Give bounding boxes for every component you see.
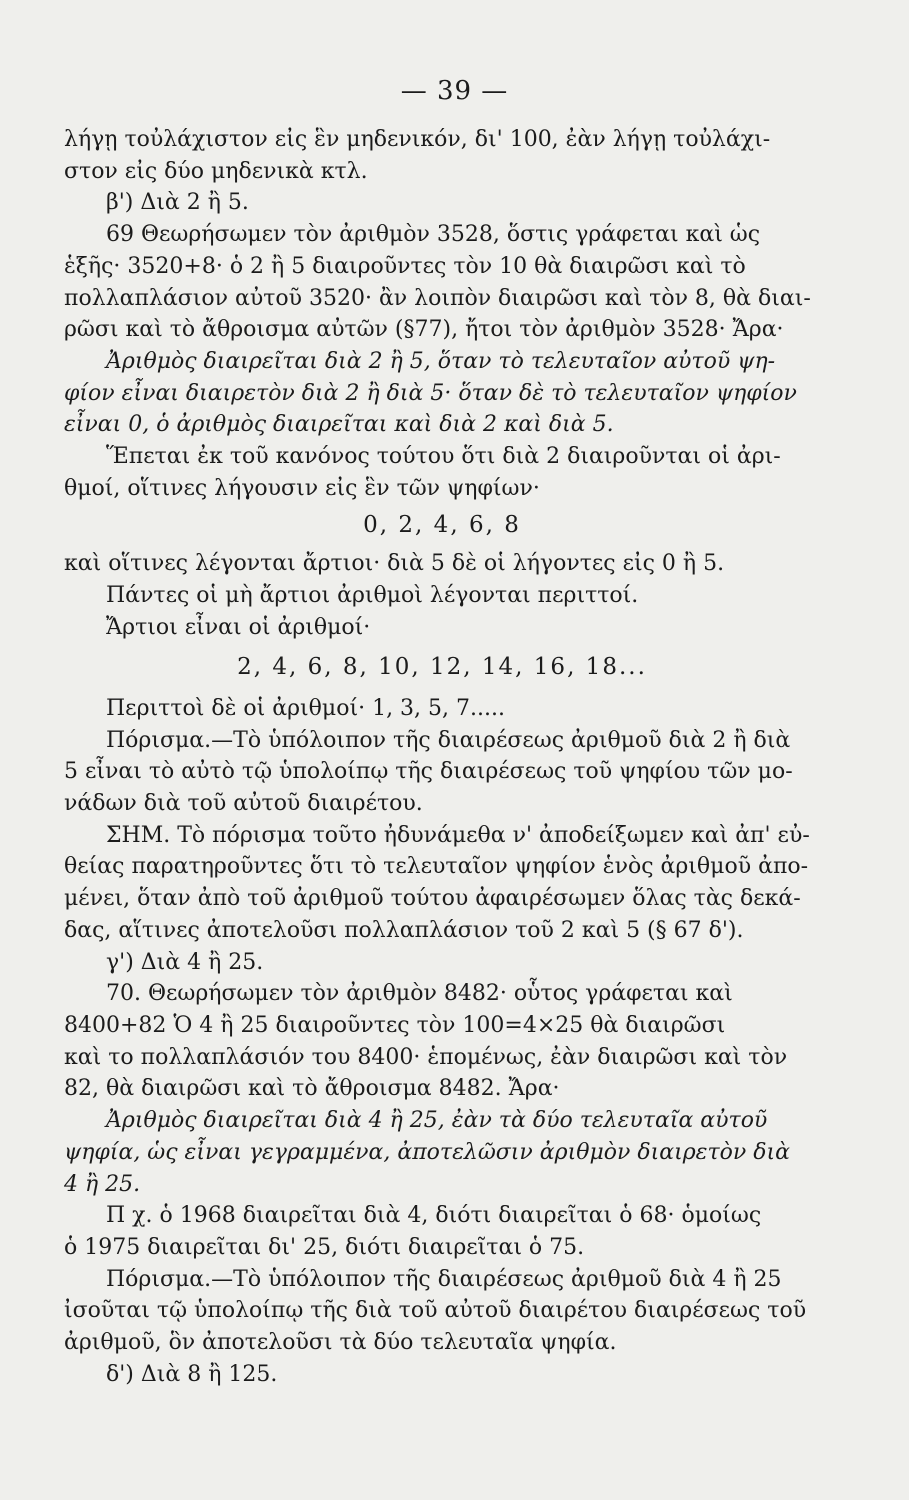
text-line: Π χ. ὁ 1968 διαιρεῖται διὰ 4, διότι διαιρεῖται ὁ 68· ὁμοίως	[106, 1203, 762, 1229]
text-line: θμοί, οἵτινες λήγουσιν εἰς ἓν τῶν ψηφίων·	[64, 475, 540, 501]
rule-line: φίον εἶναι διαιρετὸν διὰ 2 ἢ διὰ 5· ὅταν δὲ τὸ τελευταῖον ψηφίον	[64, 380, 797, 406]
text-line: 82, θὰ διαιρῶσι καὶ τὸ ἄθροισμα 8482. Ἄρα·	[64, 1076, 560, 1102]
text-line: δας, αἵτινες ἀποτελοῦσι πολλαπλάσιον τοῦ 2 καὶ 5 (§ 67 δ').	[64, 917, 744, 943]
page-text	[64, 124, 820, 1390]
text-line: ρῶσι καὶ τὸ ἄθροισμα αὐτῶν (§77), ἤτοι τὸν ἀριθμὸν 3528· Ἄρα·	[64, 317, 784, 343]
text-line: νάδων διὰ τοῦ αὐτοῦ διαιρέτου.	[64, 791, 423, 817]
text-line: καὶ το πολλαπλάσιόν του 8400· ἑπομένως, ἐὰν διαιρῶσι καὶ τὸν	[64, 1044, 788, 1070]
text-line: ὁ 1975 διαιρεῖται δι' 25, διότι διαιρεῖται ὁ 75.	[64, 1234, 585, 1260]
corollary-line: Πόρισμα.—Τὸ ὑπόλοιπον τῆς διαιρέσεως ἀριθμοῦ διὰ 4 ἢ 25	[106, 1266, 782, 1292]
text-line: λήγῃ τοὐλάχιστον εἰς ἓν μηδενικόν, δι' 100, ἐὰν λήγῃ τοὐλάχι-	[64, 127, 771, 152]
page-number: — 39 —	[400, 76, 509, 106]
text-line: ἀριθμοῦ, ὃν ἀποτελοῦσι τὰ δύο τελευταῖα ψηφία.	[64, 1330, 617, 1356]
text-line: Περιττοὶ δὲ οἱ ἀριθμοί· 1, 3, 5, 7.....	[106, 695, 505, 721]
rule-line: 4 ἢ 25.	[64, 1171, 141, 1197]
text-line: μένει, ὅταν ἀπὸ τοῦ ἀριθμοῦ τούτου ἀφαιρέσωμεν ὅλας τὰς δεκά-	[64, 886, 801, 912]
corollary-line: Πόρισμα.—Τὸ ὑπόλοιπον τῆς διαιρέσεως ἀριθμοῦ διὰ 2 ἢ διὰ	[106, 727, 791, 753]
text-line: καὶ οἵτινες λέγονται ἄρτιοι· διὰ 5 δὲ οἱ λήγοντες εἰς 0 ἢ 5.	[64, 551, 725, 577]
text-line: 8400+82 Ὁ 4 ἢ 25 διαιροῦντες τὸν 100=4×25 θὰ διαιρῶσι	[64, 1012, 726, 1038]
text-line: 5 εἶναι τὸ αὐτὸ τῷ ὑπολοίπῳ τῆς διαιρέσεως τοῦ ψηφίου τῶν μο-	[64, 759, 793, 785]
digit-sequence: 0, 2, 4, 6, 8	[363, 512, 521, 539]
rule-line: Ἀριθμὸς διαιρεῖται διὰ 2 ἢ 5, ὅταν τὸ τελευταῖον αὐτοῦ ψη-	[106, 348, 776, 374]
subsection-heading: β') Διὰ 2 ἢ 5.	[106, 190, 249, 216]
rule-line: Ἀριθμὸς διαιρεῖται διὰ 4 ἢ 25, ἐὰν τὰ δύο τελευταῖα αὐτοῦ	[106, 1108, 768, 1134]
rule-line: ψηφία, ὡς εἶναι γεγραμμένα, ἀποτελῶσιν ἀριθμὸν διαιρετὸν διὰ	[64, 1139, 790, 1165]
text-line: 69 Θεωρήσωμεν τὸν ἀριθμὸν 3528, ὅστις γράφεται καὶ ὡς	[106, 222, 761, 248]
text-line: Ἕπεται ἐκ τοῦ κανόνος τούτου ὅτι διὰ 2 διαιροῦνται οἱ ἀρι-	[106, 444, 781, 470]
note-line: ΣΗΜ. Τὸ πόρισμα τοῦτο ἠδυνάμεθα ν' ἀποδείξωμεν καὶ ἀπ' εὐ-	[106, 822, 810, 848]
text-line: 70. Θεωρήσωμεν τὸν ἀριθμὸν 8482· οὗτος γράφεται καὶ	[106, 981, 733, 1007]
subsection-heading: γ') Διὰ 4 ἢ 25.	[106, 949, 264, 975]
text-line: στον εἰς δύο μηδενικὰ κτλ.	[64, 158, 368, 184]
text-line: πολλαπλάσιον αὐτοῦ 3520· ἂν λοιπὸν διαιρῶσι καὶ τὸν 8, θὰ διαι-	[64, 285, 811, 311]
subsection-heading: δ') Διὰ 8 ἢ 125.	[106, 1361, 278, 1387]
text-line: Πάντες οἱ μὴ ἄρτιοι ἀριθμοὶ λέγονται περιττοί.	[106, 582, 639, 608]
rule-line: εἶναι 0, ὁ ἀριθμὸς διαιρεῖται καὶ διὰ 2 καὶ διὰ 5.	[64, 412, 614, 438]
text-line: Ἄρτιοι εἶναι οἱ ἀριθμοί·	[106, 614, 371, 640]
text-line: ἑξῆς· 3520+8· ὁ 2 ἢ 5 διαιροῦντες τὸν 10 θὰ διαιρῶσι καὶ τὸ	[64, 253, 746, 279]
text-line: θείας παρατηροῦντες ὅτι τὸ τελευταῖον ψηφίον ἑνὸς ἀριθμοῦ ἀπο-	[64, 854, 809, 880]
text-line: ἰσοῦται τῷ ὑπολοίπῳ τῆς διὰ τοῦ αὐτοῦ διαιρέτου διαιρέσεως τοῦ	[64, 1298, 807, 1324]
even-number-sequence: 2, 4, 6, 8, 10, 12, 14, 16, 18...	[237, 654, 647, 681]
